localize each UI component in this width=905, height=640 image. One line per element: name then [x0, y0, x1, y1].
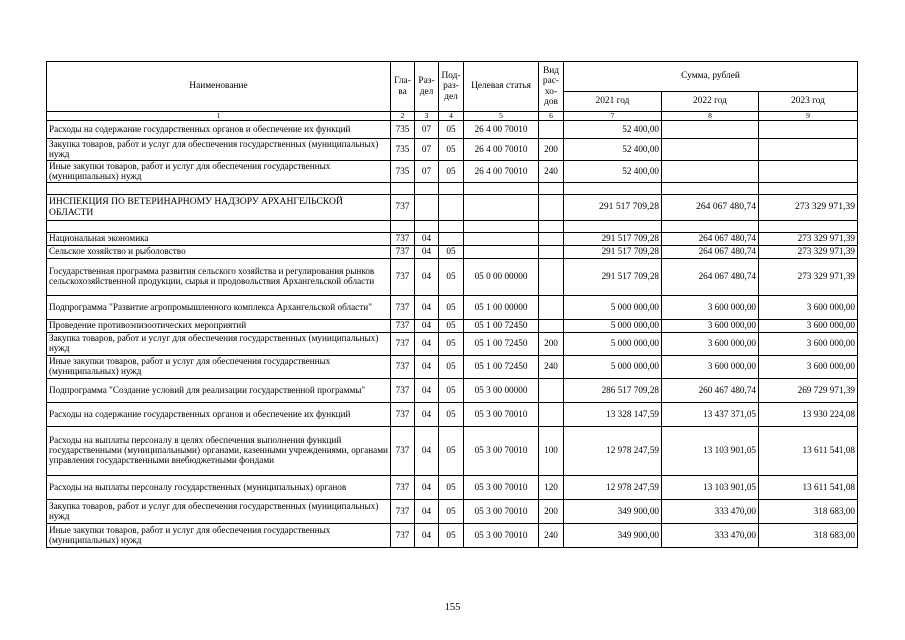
row-name: Закупка товаров, работ и услуг для обеспечения государственных (муниципальных) нужд — [47, 500, 391, 524]
row-sum-2023: 13 930 224,08 — [759, 403, 858, 427]
row-razdel: 04 — [415, 296, 439, 320]
row-razdel: 04 — [415, 500, 439, 524]
row-glava: 735 — [391, 121, 415, 139]
row-sum-2021: 52 400,00 — [564, 121, 662, 139]
row-vid: 120 — [539, 476, 564, 500]
row-celevaya: 05 1 00 72450 — [464, 320, 539, 333]
row-sum-2021: 291 517 709,28 — [564, 233, 662, 246]
row-sum-2021 — [564, 183, 662, 195]
table-body — [47, 121, 858, 548]
row-podrazdel: 05 — [439, 296, 464, 320]
row-vid: 200 — [539, 333, 564, 356]
row-name: Подпрограмма "Создание условий для реализации государственной программы" — [47, 379, 391, 403]
row-sum-2021: 349 900,00 — [564, 500, 662, 524]
row-sum-2021: 291 517 709,28 — [564, 195, 662, 221]
row-glava: 737 — [391, 379, 415, 403]
row-sum-2021: 291 517 709,28 — [564, 246, 662, 259]
row-sum-2022: 3 600 000,00 — [662, 333, 759, 356]
row-celevaya: 26 4 00 70010 — [464, 139, 539, 161]
row-name: Национальная экономика — [47, 233, 391, 246]
row-podrazdel: 05 — [439, 524, 464, 548]
row-name — [47, 183, 391, 195]
table-row — [47, 296, 858, 320]
row-celevaya — [464, 246, 539, 259]
row-podrazdel: 05 — [439, 333, 464, 356]
row-razdel: 07 — [415, 121, 439, 139]
row-name: Иные закупки товаров, работ и услуг для обеспечения государственных (муниципальных) нужд — [47, 161, 391, 183]
row-glava: 737 — [391, 427, 415, 476]
header-vid: Вид рас-хо-дов — [539, 62, 564, 112]
row-glava: 735 — [391, 139, 415, 161]
row-celevaya: 05 3 00 70010 — [464, 427, 539, 476]
row-name: Расходы на содержание государственных органов и обеспечение их функций — [47, 403, 391, 427]
row-podrazdel: 05 — [439, 161, 464, 183]
row-razdel: 04 — [415, 356, 439, 379]
row-name: Расходы на выплаты персоналу государственных (муниципальных) органов — [47, 476, 391, 500]
row-sum-2021: 12 978 247,59 — [564, 476, 662, 500]
column-number: 8 — [662, 112, 759, 121]
row-sum-2022: 333 470,00 — [662, 524, 759, 548]
spacer-row — [47, 221, 858, 233]
row-razdel — [415, 221, 439, 233]
row-sum-2023: 3 600 000,00 — [759, 333, 858, 356]
row-celevaya: 05 1 00 00000 — [464, 296, 539, 320]
row-podrazdel: 05 — [439, 403, 464, 427]
row-sum-2021: 5 000 000,00 — [564, 356, 662, 379]
row-podrazdel: 05 — [439, 246, 464, 259]
row-razdel: 04 — [415, 524, 439, 548]
row-sum-2023: 3 600 000,00 — [759, 320, 858, 333]
row-glava — [391, 221, 415, 233]
row-sum-2022 — [662, 139, 759, 161]
row-razdel: 04 — [415, 320, 439, 333]
row-sum-2023: 269 729 971,39 — [759, 379, 858, 403]
row-name: ИНСПЕКЦИЯ ПО ВЕТЕРИНАРНОМУ НАДЗОРУ АРХАНГЕЛЬСКОЙ ОБЛАСТИ — [47, 195, 391, 221]
row-glava: 737 — [391, 246, 415, 259]
row-razdel: 04 — [415, 379, 439, 403]
row-sum-2022: 13 437 371,05 — [662, 403, 759, 427]
row-vid — [539, 221, 564, 233]
row-vid: 240 — [539, 524, 564, 548]
table-row — [47, 259, 858, 296]
table-row — [47, 333, 858, 356]
table-row — [47, 246, 858, 259]
row-vid — [539, 246, 564, 259]
row-vid — [539, 259, 564, 296]
row-sum-2022: 13 103 901,05 — [662, 476, 759, 500]
table-row — [47, 233, 858, 246]
row-sum-2022 — [662, 183, 759, 195]
row-sum-2023: 13 611 541,08 — [759, 476, 858, 500]
row-sum-2023 — [759, 221, 858, 233]
row-sum-2022 — [662, 221, 759, 233]
row-name: Государственная программа развития сельского хозяйства и регулирования рынков сельскохозяйственной продукции, сырья и продовольствия Архангельской области — [47, 259, 391, 296]
table-row — [47, 320, 858, 333]
column-number: 5 — [464, 112, 539, 121]
row-sum-2021: 5 000 000,00 — [564, 320, 662, 333]
row-glava: 737 — [391, 259, 415, 296]
row-sum-2023: 273 329 971,39 — [759, 259, 858, 296]
page-number: 155 — [444, 602, 461, 613]
row-vid — [539, 320, 564, 333]
row-glava: 737 — [391, 524, 415, 548]
header-celevaya: Целевая статья — [464, 62, 539, 112]
row-podrazdel: 05 — [439, 320, 464, 333]
column-number: 2 — [391, 112, 415, 121]
row-celevaya: 26 4 00 70010 — [464, 121, 539, 139]
row-sum-2021: 349 900,00 — [564, 524, 662, 548]
row-sum-2021: 291 517 709,28 — [564, 259, 662, 296]
row-podrazdel: 05 — [439, 379, 464, 403]
header-year-2022: 2022 год — [662, 92, 759, 112]
row-sum-2022: 3 600 000,00 — [662, 320, 759, 333]
row-razdel: 04 — [415, 233, 439, 246]
row-sum-2022: 333 470,00 — [662, 500, 759, 524]
row-sum-2021: 5 000 000,00 — [564, 333, 662, 356]
row-name — [47, 221, 391, 233]
row-vid — [539, 183, 564, 195]
row-razdel: 07 — [415, 161, 439, 183]
column-number: 6 — [539, 112, 564, 121]
row-celevaya — [464, 183, 539, 195]
row-sum-2021: 5 000 000,00 — [564, 296, 662, 320]
row-sum-2021: 52 400,00 — [564, 139, 662, 161]
table-row — [47, 356, 858, 379]
row-glava: 737 — [391, 476, 415, 500]
row-razdel: 04 — [415, 333, 439, 356]
row-podrazdel — [439, 233, 464, 246]
row-razdel: 04 — [415, 246, 439, 259]
header-year-2021: 2021 год — [564, 92, 662, 112]
header-razdel: Раз-дел — [415, 62, 439, 112]
row-razdel — [415, 195, 439, 221]
row-podrazdel — [439, 221, 464, 233]
row-sum-2021 — [564, 221, 662, 233]
row-razdel: 04 — [415, 403, 439, 427]
row-sum-2022: 264 067 480,74 — [662, 246, 759, 259]
row-glava: 737 — [391, 333, 415, 356]
row-podrazdel: 05 — [439, 500, 464, 524]
row-vid — [539, 403, 564, 427]
row-razdel — [415, 183, 439, 195]
row-glava: 737 — [391, 403, 415, 427]
column-number-row — [47, 112, 858, 121]
table-header — [47, 62, 858, 121]
table-row — [47, 524, 858, 548]
row-sum-2022: 264 067 480,74 — [662, 233, 759, 246]
row-name: Расходы на содержание государственных органов и обеспечение их функций — [47, 121, 391, 139]
row-razdel: 07 — [415, 139, 439, 161]
header-name: Наименование — [47, 62, 391, 112]
row-name: Иные закупки товаров, работ и услуг для обеспечения государственных (муниципальных) нужд — [47, 356, 391, 379]
row-sum-2023 — [759, 139, 858, 161]
header-podrazdel: Под-раз-дел — [439, 62, 464, 112]
row-vid — [539, 296, 564, 320]
row-sum-2023: 273 329 971,39 — [759, 233, 858, 246]
row-sum-2023: 13 611 541,08 — [759, 427, 858, 476]
row-sum-2022: 264 067 480,74 — [662, 259, 759, 296]
row-sum-2021: 286 517 709,28 — [564, 379, 662, 403]
row-podrazdel: 05 — [439, 139, 464, 161]
row-vid: 200 — [539, 500, 564, 524]
row-glava: 737 — [391, 233, 415, 246]
row-podrazdel: 05 — [439, 427, 464, 476]
column-number: 4 — [439, 112, 464, 121]
table-row — [47, 500, 858, 524]
row-name: Расходы на выплаты персоналу в целях обеспечения выполнения функций государственными (муниципальными) органами, казенными учреждениями, органами управления государственными внебюджетными фондами — [47, 427, 391, 476]
table-row — [47, 121, 858, 139]
row-celevaya: 05 3 00 00000 — [464, 379, 539, 403]
row-sum-2023: 318 683,00 — [759, 500, 858, 524]
row-sum-2022: 13 103 901,05 — [662, 427, 759, 476]
row-sum-2023 — [759, 121, 858, 139]
table-row — [47, 403, 858, 427]
row-glava — [391, 183, 415, 195]
row-vid: 240 — [539, 161, 564, 183]
row-sum-2022 — [662, 161, 759, 183]
header-year-2023: 2023 год — [759, 92, 858, 112]
row-celevaya: 05 3 00 70010 — [464, 403, 539, 427]
column-number: 3 — [415, 112, 439, 121]
table-row — [47, 195, 858, 221]
row-sum-2023 — [759, 183, 858, 195]
row-sum-2021: 52 400,00 — [564, 161, 662, 183]
row-sum-2021: 13 328 147,59 — [564, 403, 662, 427]
row-name: Закупка товаров, работ и услуг для обеспечения государственных (муниципальных) нужд — [47, 139, 391, 161]
row-podrazdel: 05 — [439, 476, 464, 500]
row-sum-2022: 3 600 000,00 — [662, 356, 759, 379]
row-sum-2023 — [759, 161, 858, 183]
table-row — [47, 476, 858, 500]
header-glava: Гла-ва — [391, 62, 415, 112]
row-vid: 200 — [539, 139, 564, 161]
row-name: Иные закупки товаров, работ и услуг для обеспечения государственных (муниципальных) нужд — [47, 524, 391, 548]
row-podrazdel — [439, 183, 464, 195]
spacer-row — [47, 183, 858, 195]
row-podrazdel: 05 — [439, 121, 464, 139]
table-row — [47, 161, 858, 183]
row-sum-2023: 273 329 971,39 — [759, 246, 858, 259]
row-sum-2021: 12 978 247,59 — [564, 427, 662, 476]
row-vid: 100 — [539, 427, 564, 476]
table-row — [47, 379, 858, 403]
row-name: Сельское хозяйство и рыболовство — [47, 246, 391, 259]
row-sum-2022: 260 467 480,74 — [662, 379, 759, 403]
row-celevaya: 05 3 00 70010 — [464, 524, 539, 548]
row-sum-2023: 318 683,00 — [759, 524, 858, 548]
row-razdel: 04 — [415, 476, 439, 500]
row-glava: 737 — [391, 195, 415, 221]
budget-table — [46, 61, 858, 548]
row-sum-2023: 3 600 000,00 — [759, 296, 858, 320]
column-number: 7 — [564, 112, 662, 121]
row-sum-2022: 264 067 480,74 — [662, 195, 759, 221]
column-number: 1 — [47, 112, 391, 121]
row-glava: 735 — [391, 161, 415, 183]
row-name: Закупка товаров, работ и услуг для обеспечения государственных (муниципальных) нужд — [47, 333, 391, 356]
row-vid — [539, 195, 564, 221]
row-name: Подпрограмма "Развитие агропромышленного комплекса Архангельской области" — [47, 296, 391, 320]
column-number: 9 — [759, 112, 858, 121]
row-celevaya: 26 4 00 70010 — [464, 161, 539, 183]
table-row — [47, 139, 858, 161]
table-row — [47, 427, 858, 476]
row-name: Проведение противоэпизоотических мероприятий — [47, 320, 391, 333]
row-vid: 240 — [539, 356, 564, 379]
row-podrazdel: 05 — [439, 259, 464, 296]
row-glava: 737 — [391, 500, 415, 524]
row-celevaya — [464, 233, 539, 246]
row-razdel: 04 — [415, 427, 439, 476]
row-celevaya: 05 1 00 72450 — [464, 333, 539, 356]
row-celevaya: 05 3 00 70010 — [464, 500, 539, 524]
row-sum-2022 — [662, 121, 759, 139]
row-celevaya: 05 3 00 70010 — [464, 476, 539, 500]
row-vid — [539, 379, 564, 403]
row-razdel: 04 — [415, 259, 439, 296]
row-glava: 737 — [391, 296, 415, 320]
row-sum-2022: 3 600 000,00 — [662, 296, 759, 320]
row-celevaya — [464, 195, 539, 221]
row-glava: 737 — [391, 320, 415, 333]
row-celevaya: 05 1 00 72450 — [464, 356, 539, 379]
row-vid — [539, 121, 564, 139]
row-podrazdel: 05 — [439, 356, 464, 379]
header-summa: Сумма, рублей — [564, 62, 858, 92]
row-podrazdel — [439, 195, 464, 221]
row-sum-2023: 3 600 000,00 — [759, 356, 858, 379]
row-vid — [539, 233, 564, 246]
row-celevaya — [464, 221, 539, 233]
row-glava: 737 — [391, 356, 415, 379]
row-celevaya: 05 0 00 00000 — [464, 259, 539, 296]
row-sum-2023: 273 329 971,39 — [759, 195, 858, 221]
